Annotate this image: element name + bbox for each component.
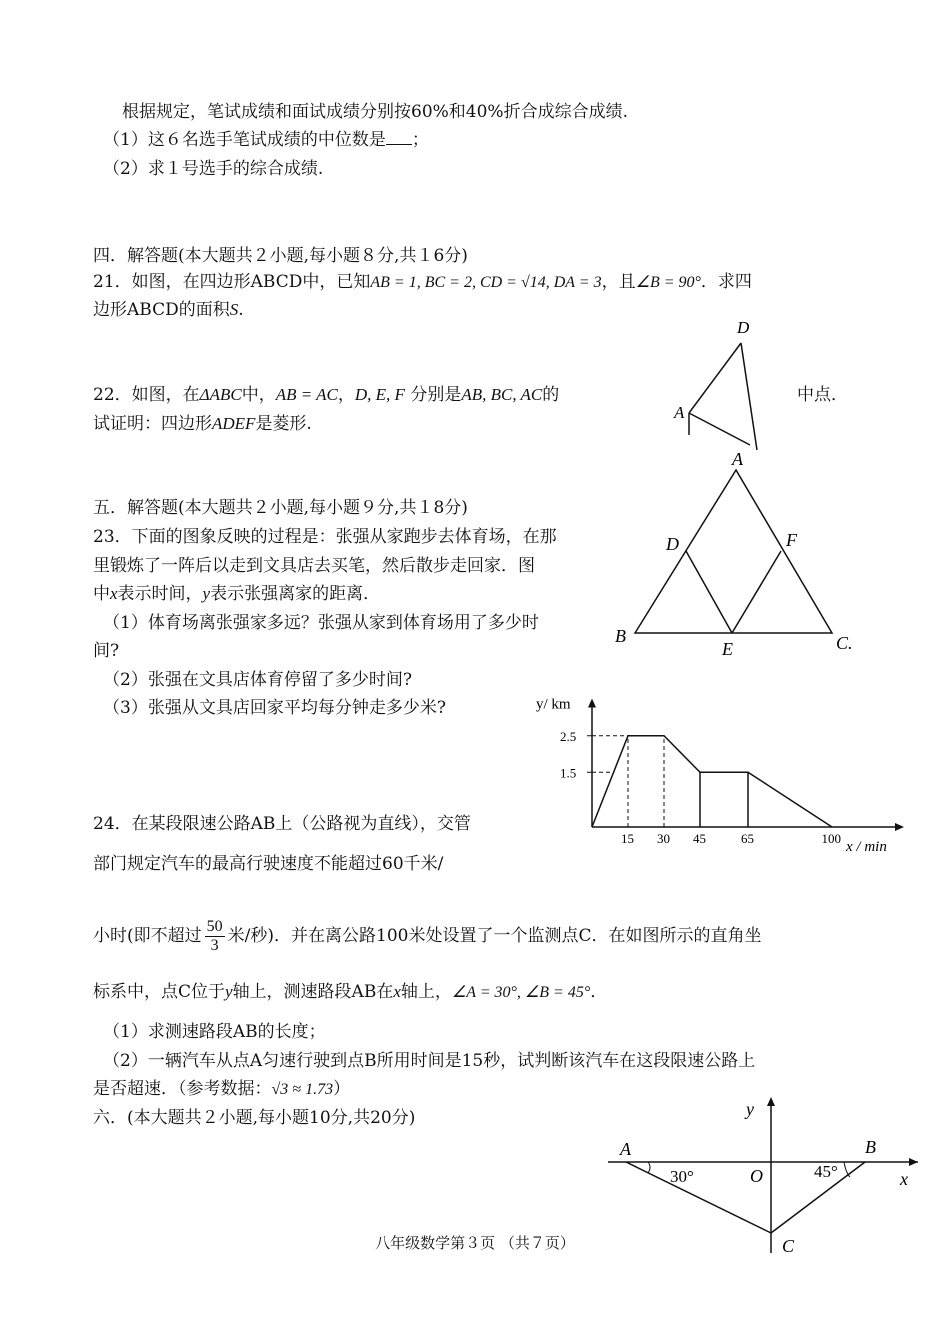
- q24-line1: 24．在某段限速公路AB上（公路视为直线），交管: [93, 814, 471, 834]
- x-axis-arrow: [895, 823, 904, 831]
- q24-line2: 部门规定汽车的最高行驶速度不能超过60千米/: [93, 854, 444, 874]
- fraction-50-3: $\frac{50}{3}$: [206, 918, 223, 954]
- page-footer: 八年级数学第３页 （共７页）: [375, 1234, 575, 1252]
- q24-label-b: B: [865, 1137, 876, 1157]
- q23-line2: 里锻炼了一阵后以走到文具店去买笔，然后散步走回家．图: [93, 556, 535, 576]
- q23-line1: 23．下面的图象反映的过程是：张强从家跑步去体育场，在那: [93, 527, 557, 547]
- distance-time-chart: [530, 670, 920, 860]
- q22-label-a: A: [732, 449, 743, 469]
- q22-label-f: F: [786, 530, 797, 550]
- q23-part1-cont: 间?: [93, 641, 120, 661]
- q20-part2: （2）求１号选手的综合成绩.: [103, 159, 324, 179]
- q24-part2: （2）一辆汽车从点A匀速行驶到点B所用时间是15秒，试判断该汽车在这段限速公路上: [103, 1051, 756, 1071]
- q23-line3: 中x表示时间，y表示张强离家的距离．: [93, 584, 381, 604]
- q21-label-a: A: [674, 403, 685, 422]
- x-tick-label-100: 100: [821, 831, 841, 846]
- q24-label-o: O: [750, 1166, 763, 1186]
- q24-angle-45: 45°: [814, 1162, 838, 1181]
- q22-line1-end: 中点．: [797, 385, 848, 405]
- q21-line1: 21．如图，在四边形ABCD中，已知AB = 1, BC = 2, CD = √14, DA = 3，且∠B = 90°．求四: [93, 272, 752, 292]
- q23-part1: （1）体育场离张强家多远？张强从家到体育场用了多少时: [103, 613, 539, 633]
- answer-blank: [386, 130, 412, 145]
- x-tick-label-15: 15: [621, 831, 634, 846]
- y-tick-label-1.5: 1.5: [560, 765, 577, 781]
- q20-part1: （1）这６名选手笔试成绩的中位数是 ；: [103, 130, 429, 150]
- q24-label-c: C: [782, 1236, 795, 1256]
- q22-label-c: C.: [836, 633, 853, 653]
- q23-part2: （2）张强在文具店体育停留了多少时间?: [103, 670, 412, 690]
- q24-line4: 标系中，点C位于y轴上，测速路段AB在x轴上，∠A = 30°, ∠B = 45°．: [93, 982, 608, 1002]
- q22-label-e: E: [722, 639, 733, 659]
- y-axis-label: y/ km: [536, 696, 571, 713]
- q20-intro: 根据规定，笔试成绩和面试成绩分别按60%和40%折合成综合成绩.: [122, 102, 628, 122]
- q24-angle-30: 30°: [670, 1167, 694, 1186]
- x-tick-label-65: 65: [741, 831, 754, 846]
- section-6-heading: 六．(本大题共２小题,每小题10分,共20分): [93, 1108, 416, 1128]
- q24-part2-cont: 是否超速．（参考数据：√3 ≈ 1.73）: [93, 1079, 351, 1099]
- q22-line2: 试证明：四边形ADEF是菱形.: [93, 414, 312, 434]
- q24-label-y: y: [746, 1099, 754, 1119]
- q21-figure: [660, 310, 780, 460]
- q22-label-b: B: [615, 626, 626, 646]
- x-axis-label: x / min: [846, 839, 887, 855]
- section-5-heading: 五．解答题(本大题共２小题,每小题９分,共１8分): [93, 498, 468, 518]
- q24-label-a: A: [620, 1139, 631, 1159]
- q24-part1: （1）求测速路段AB的长度；: [103, 1022, 326, 1042]
- q22-label-d: D: [666, 534, 679, 554]
- q23-part3: （3）张强从文具店回家平均每分钟走多少米?: [103, 698, 446, 718]
- q24-label-x: x: [900, 1169, 908, 1189]
- q22-figure: [600, 440, 870, 665]
- y-tick-label-2.5: 2.5: [560, 728, 577, 744]
- section-4-heading: 四．解答题(本大题共２小题,每小题８分,共１6分): [93, 246, 468, 266]
- x-tick-label-30: 30: [657, 831, 670, 846]
- q21-line2: 边形ABCD的面积S.: [93, 300, 244, 320]
- q24-line3: 小时(即不超过 $\frac{50}{3}$ 米/秒)．并在离公路100米处设置了一个监测点C．在如图所示的直角坐: [93, 918, 762, 954]
- q22-line1: 22．如图，在ΔABC中，AB = AC，D, E, F 分别是AB, BC, AC的: [93, 385, 560, 405]
- y-axis-arrow: [588, 699, 596, 708]
- q21-label-d: D: [737, 318, 750, 337]
- x-tick-label-45: 45: [693, 831, 706, 846]
